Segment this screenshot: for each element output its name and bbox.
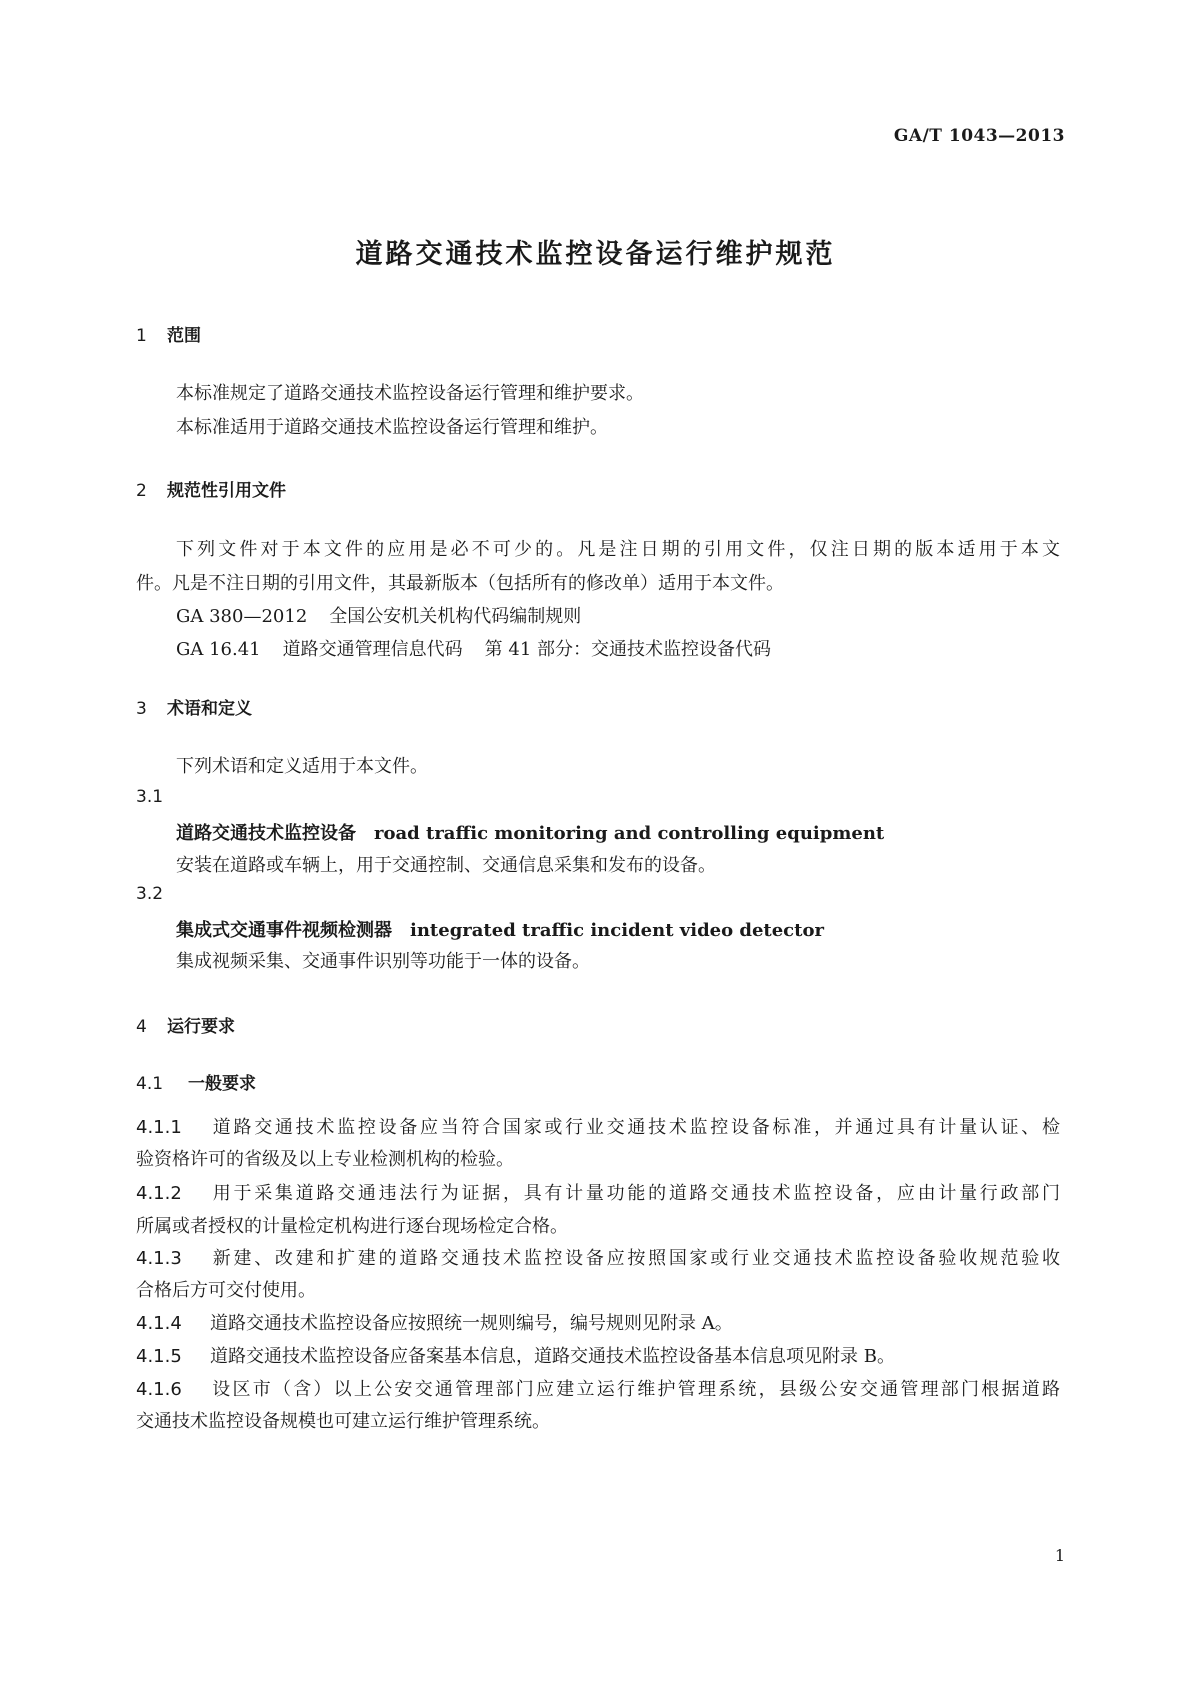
paragraph-continuation: 件。凡是不注日期的引用文件，其最新版本（包括所有的修改单）适用于本文件。	[136, 573, 784, 594]
clause-continuation: 所属或者授权的计量检定机构进行逐台现场检定合格。	[136, 1216, 568, 1237]
clause-continuation: 验资格许可的省级及以上专业检测机构的检验。	[136, 1149, 514, 1170]
paragraph: 本标准适用于道路交通技术监控设备运行管理和维护。	[176, 417, 608, 438]
clause-4-1-6: 4.1.6 设区市（含）以上公安交通管理部门应建立运行维护管理系统，县级公安交通管理部门根据道路	[136, 1379, 1060, 1400]
clause-continuation: 交通技术监控设备规模也可建立运行维护管理系统。	[136, 1411, 550, 1432]
standard-number: GA/T 1043—2013	[893, 126, 1065, 146]
term-entry: 道路交通技术监控设备 road traffic monitoring and controlling equipment	[176, 823, 885, 844]
clause-continuation: 合格后方可交付使用。	[136, 1280, 316, 1301]
term-definition: 安装在道路或车辆上，用于交通控制、交通信息采集和发布的设备。	[176, 855, 716, 876]
paragraph: 本标准规定了道路交通技术监控设备运行管理和维护要求。	[176, 383, 644, 404]
clause-4-1-4: 4.1.4 道路交通技术监控设备应按照统一规则编号，编号规则见附录 A。	[136, 1313, 733, 1334]
clause-4-1-3: 4.1.3 新建、改建和扩建的道路交通技术监控设备应按照国家或行业交通技术监控设备验收规范验收	[136, 1248, 1060, 1269]
clause-4-1-5: 4.1.5 道路交通技术监控设备应备案基本信息，道路交通技术监控设备基本信息项见附录 B。	[136, 1346, 895, 1367]
normative-reference: GA 16.41 道路交通管理信息代码 第 41 部分：交通技术监控设备代码	[176, 639, 771, 660]
section-4-heading: 4 运行要求	[136, 1017, 235, 1037]
section-1-heading: 1 范围	[136, 326, 201, 346]
term-number: 3.1	[136, 787, 164, 807]
term-number: 3.2	[136, 884, 164, 904]
normative-reference: GA 380—2012 全国公安机关机构代码编制规则	[176, 606, 582, 627]
document-title: 道路交通技术监控设备运行维护规范	[355, 239, 836, 270]
section-2-heading: 2 规范性引用文件	[136, 481, 286, 501]
term-entry: 集成式交通事件视频检测器 integrated traffic incident video detector	[176, 920, 824, 941]
paragraph: 下列文件对于本文件的应用是必不可少的。凡是注日期的引用文件，仅注日期的版本适用于本文	[176, 539, 1060, 560]
page-number: 1	[1054, 1546, 1065, 1565]
clause-4-1-2: 4.1.2 用于采集道路交通违法行为证据，具有计量功能的道路交通技术监控设备，应由计量行政部门	[136, 1183, 1060, 1204]
clause-4-1-1: 4.1.1 道路交通技术监控设备应当符合国家或行业交通技术监控设备标准，并通过具有计量认证、检	[136, 1117, 1060, 1138]
subsection-4-1-heading: 4.1 一般要求	[136, 1074, 256, 1094]
term-definition: 集成视频采集、交通事件识别等功能于一体的设备。	[176, 951, 590, 972]
section-3-heading: 3 术语和定义	[136, 699, 252, 719]
paragraph: 下列术语和定义适用于本文件。	[176, 756, 428, 777]
